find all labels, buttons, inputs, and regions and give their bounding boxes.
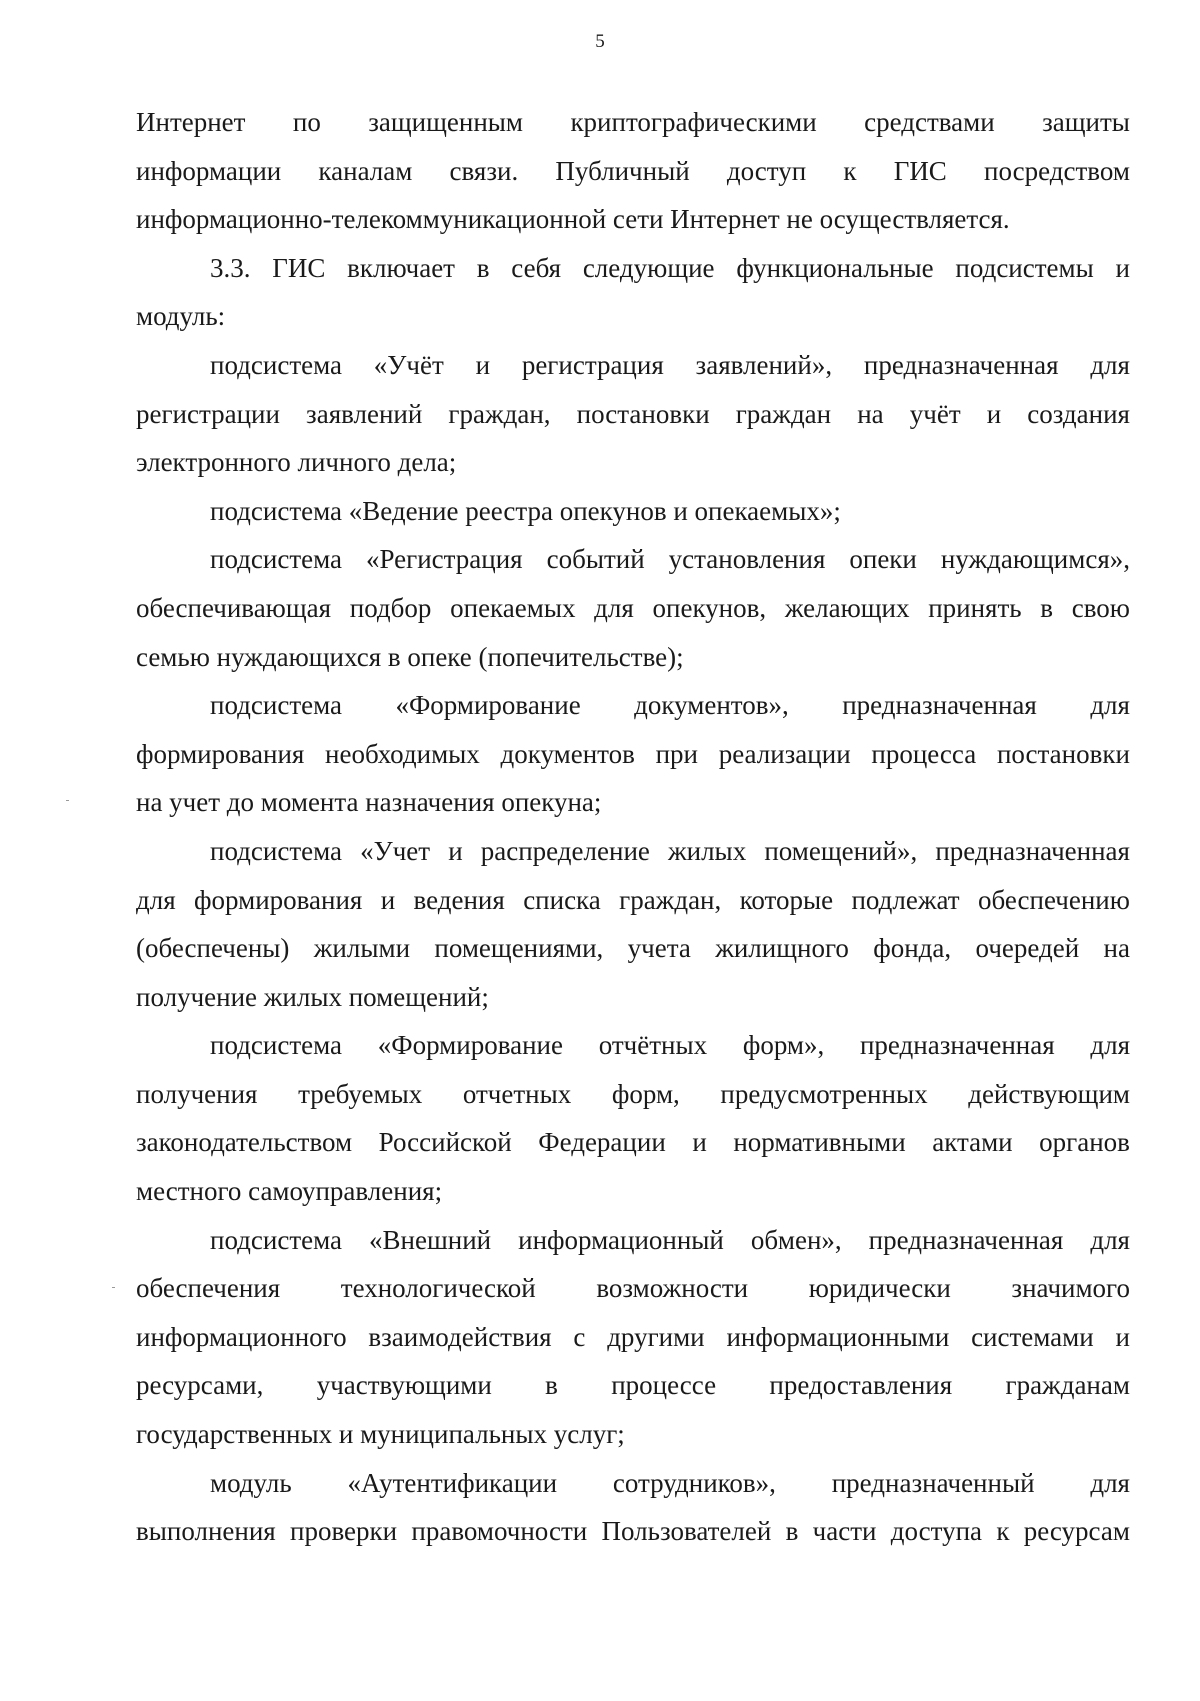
word: к <box>843 155 857 186</box>
page-number: 5 <box>595 31 605 52</box>
text-line <box>136 244 1130 293</box>
word: помещениями, <box>434 933 604 964</box>
word: опеки <box>849 544 917 575</box>
word: криптографическими <box>570 107 817 137</box>
word: заявлений», <box>695 349 833 380</box>
word: действующим <box>968 1078 1130 1109</box>
text-line <box>136 98 1130 147</box>
word: отчетных <box>462 1078 572 1109</box>
word: учета <box>627 933 691 964</box>
paragraph <box>136 341 1130 487</box>
text-line: семью нуждающихся в опеке (попечительстве); <box>136 641 684 672</box>
word: форм, <box>611 1078 680 1109</box>
word: постановки <box>576 398 710 429</box>
text-line <box>136 1361 1130 1410</box>
word: в <box>1040 592 1054 623</box>
word: по <box>292 107 321 137</box>
text-line: модуль: <box>136 301 226 332</box>
text-line <box>136 681 1130 730</box>
word: Пользователей <box>601 1516 772 1547</box>
word: следующие <box>582 252 715 283</box>
word: предназначенный <box>831 1467 1035 1498</box>
text-line: получение жилых помещений; <box>136 981 489 1012</box>
word: выполнения <box>136 1516 276 1547</box>
word: желающих <box>784 592 910 623</box>
paragraph <box>136 244 1130 341</box>
word: и <box>692 1127 707 1158</box>
word: документов <box>500 738 635 769</box>
word: очередей <box>975 933 1080 964</box>
word: получения <box>136 1078 258 1109</box>
word: опекаемых <box>450 592 576 623</box>
text-line <box>136 1118 1130 1167</box>
word: Интернет <box>136 107 246 137</box>
word: актами <box>932 1127 1013 1158</box>
word: нормативными <box>733 1127 906 1158</box>
word: ресурсами, <box>136 1370 264 1401</box>
word: ГИС <box>272 252 326 283</box>
word: установления <box>668 544 826 575</box>
word: помещений», <box>764 835 918 866</box>
word: правомочности <box>411 1516 588 1547</box>
word: обеспечению <box>977 884 1130 915</box>
word: информации <box>136 155 282 186</box>
text-line <box>136 1216 1130 1265</box>
word: подсистема <box>210 1030 342 1061</box>
word: жилыми <box>313 933 411 964</box>
paragraph <box>136 681 1130 827</box>
word: граждан, <box>448 398 551 429</box>
paragraph <box>136 487 1130 536</box>
word: форм», <box>742 1030 825 1061</box>
text-line <box>136 876 1130 925</box>
word: обеспечивающая <box>136 592 332 623</box>
word: документов», <box>634 690 789 721</box>
word: и <box>475 349 491 380</box>
word: «Внешний <box>369 1224 492 1255</box>
word: юридически <box>808 1273 951 1304</box>
word: обмен», <box>750 1224 842 1255</box>
word: для <box>1090 349 1130 380</box>
word: заявлений <box>306 398 423 429</box>
word: создания <box>1027 398 1130 429</box>
word: отчётных <box>598 1030 708 1061</box>
text-line <box>136 341 1130 390</box>
word: взаимодействия <box>368 1321 552 1352</box>
word: Публичный <box>555 155 690 186</box>
word: средствами <box>864 107 995 137</box>
word: граждан, <box>619 884 722 915</box>
word: процесса <box>871 738 977 769</box>
text-line <box>136 827 1130 876</box>
text-line <box>136 147 1130 196</box>
word: предназначенная <box>935 835 1130 866</box>
word: и <box>1115 252 1130 283</box>
word: подсистема <box>210 835 342 866</box>
word: законодательством <box>136 1127 353 1158</box>
body-text <box>136 98 1130 1556</box>
word: «Формирование <box>395 690 581 721</box>
word: защиты <box>1042 107 1130 137</box>
word: информационного <box>136 1321 347 1352</box>
word: защищенным <box>368 107 524 137</box>
word: граждан <box>735 398 832 429</box>
text-line: подсистема «Ведение реестра опекунов и опекаемых»; <box>210 495 841 526</box>
word: с <box>573 1321 586 1352</box>
word: предназначенная <box>868 1224 1064 1255</box>
word: в <box>545 1370 558 1401</box>
word: функциональные <box>736 252 934 283</box>
word: значимого <box>1011 1273 1130 1304</box>
word: предназначенная <box>842 690 1037 721</box>
scan-speck <box>112 1287 115 1288</box>
text-line: местного самоуправления; <box>136 1176 443 1207</box>
word: необходимых <box>325 738 480 769</box>
word: требуемых <box>298 1078 423 1109</box>
word: на <box>1103 933 1130 964</box>
word: регистрации <box>136 398 280 429</box>
word: информационными <box>726 1321 950 1352</box>
word: участвующими <box>316 1370 492 1401</box>
word: системами <box>971 1321 1094 1352</box>
word: предоставления <box>769 1370 953 1401</box>
word: списка <box>523 884 601 915</box>
word: для <box>136 884 176 915</box>
word: возможности <box>596 1273 749 1304</box>
word: доступ <box>726 155 807 186</box>
word: органов <box>1039 1127 1130 1158</box>
text-line <box>136 1313 1130 1362</box>
word: информационный <box>518 1224 724 1255</box>
text-line <box>136 1459 1130 1508</box>
word: ведения <box>413 884 505 915</box>
word: проверки <box>290 1516 398 1547</box>
word: «Учет <box>360 835 431 866</box>
text-line <box>136 924 1130 973</box>
word: подсистема <box>210 544 342 575</box>
word: предназначенная <box>859 1030 1055 1061</box>
word: для <box>1090 1030 1130 1061</box>
word: формирования <box>194 884 363 915</box>
word: и <box>986 398 1002 429</box>
word: и <box>380 884 396 915</box>
paragraph <box>136 1459 1130 1556</box>
word: обеспечения <box>136 1273 281 1304</box>
word: связи. <box>449 155 519 186</box>
word: в <box>785 1516 799 1547</box>
word: каналам <box>318 155 413 186</box>
word: части <box>812 1516 877 1547</box>
word: включает <box>347 252 455 283</box>
word: и <box>1115 1321 1130 1352</box>
word: процессе <box>611 1370 717 1401</box>
word: себя <box>511 252 562 283</box>
text-line <box>136 390 1130 439</box>
text-line <box>136 730 1130 779</box>
text-line: информационно-телекоммуникационной сети Интернет не осуществляется. <box>136 204 1010 235</box>
word: подсистема <box>210 1224 342 1255</box>
word: подсистема <box>210 349 342 380</box>
word: предусмотренных <box>720 1078 928 1109</box>
text-line <box>136 1507 1130 1556</box>
word: жилых <box>667 835 747 866</box>
text-line: государственных и муниципальных услуг; <box>136 1419 625 1450</box>
word: учёт <box>909 398 961 429</box>
word: нуждающимся», <box>940 544 1130 575</box>
text-line <box>136 584 1130 633</box>
word: «Учёт <box>373 349 444 380</box>
word: и <box>448 835 463 866</box>
word: другими <box>607 1321 705 1352</box>
word: на <box>857 398 884 429</box>
text-line <box>136 1021 1130 1070</box>
text-line <box>136 1264 1130 1313</box>
word: к <box>996 1516 1010 1547</box>
word: Федерации <box>538 1127 666 1158</box>
paragraph <box>136 1021 1130 1215</box>
word: (обеспечены) <box>136 933 290 964</box>
paragraph <box>136 827 1130 1021</box>
word: событий <box>546 544 645 575</box>
word: фонда, <box>873 933 952 964</box>
text-line: на учет до момента назначения опекуна; <box>136 787 602 818</box>
word: сотрудников», <box>612 1467 776 1498</box>
text-line <box>136 535 1130 584</box>
word: для <box>1090 1224 1130 1255</box>
word: распределение <box>480 835 650 866</box>
word: ресурсам <box>1023 1516 1130 1547</box>
word: доступа <box>890 1516 983 1547</box>
word: постановки <box>996 738 1130 769</box>
word: «Аутентификации <box>347 1467 558 1498</box>
word: предназначенная <box>863 349 1059 380</box>
word: подсистемы <box>955 252 1094 283</box>
word: свою <box>1071 592 1130 623</box>
word: для <box>1090 1467 1130 1498</box>
word: гражданам <box>1005 1370 1130 1401</box>
word: опекунов, <box>652 592 767 623</box>
word: при <box>655 738 698 769</box>
paragraph <box>136 535 1130 681</box>
word: технологической <box>340 1273 536 1304</box>
paragraph <box>136 98 1130 244</box>
scan-speck <box>66 800 69 801</box>
word: которые <box>739 884 834 915</box>
word: реализации <box>718 738 851 769</box>
word: ГИС <box>893 155 947 186</box>
paragraph <box>136 1216 1130 1459</box>
word: для <box>594 592 634 623</box>
word: в <box>476 252 490 283</box>
word: принять <box>928 592 1022 623</box>
word: подбор <box>349 592 432 623</box>
word: регистрация <box>521 349 664 380</box>
word: 3.3. <box>210 252 251 283</box>
word: жилищного <box>715 933 849 964</box>
word: посредством <box>984 155 1130 186</box>
text-line: электронного личного дела; <box>136 447 457 478</box>
word: для <box>1090 690 1130 721</box>
word: подлежат <box>851 884 960 915</box>
word: формирования <box>136 738 305 769</box>
word: подсистема <box>210 690 342 721</box>
word: модуль <box>210 1467 292 1498</box>
text-line <box>136 1070 1130 1119</box>
word: «Формирование <box>377 1030 563 1061</box>
word: Российской <box>378 1127 512 1158</box>
word: «Регистрация <box>366 544 523 575</box>
